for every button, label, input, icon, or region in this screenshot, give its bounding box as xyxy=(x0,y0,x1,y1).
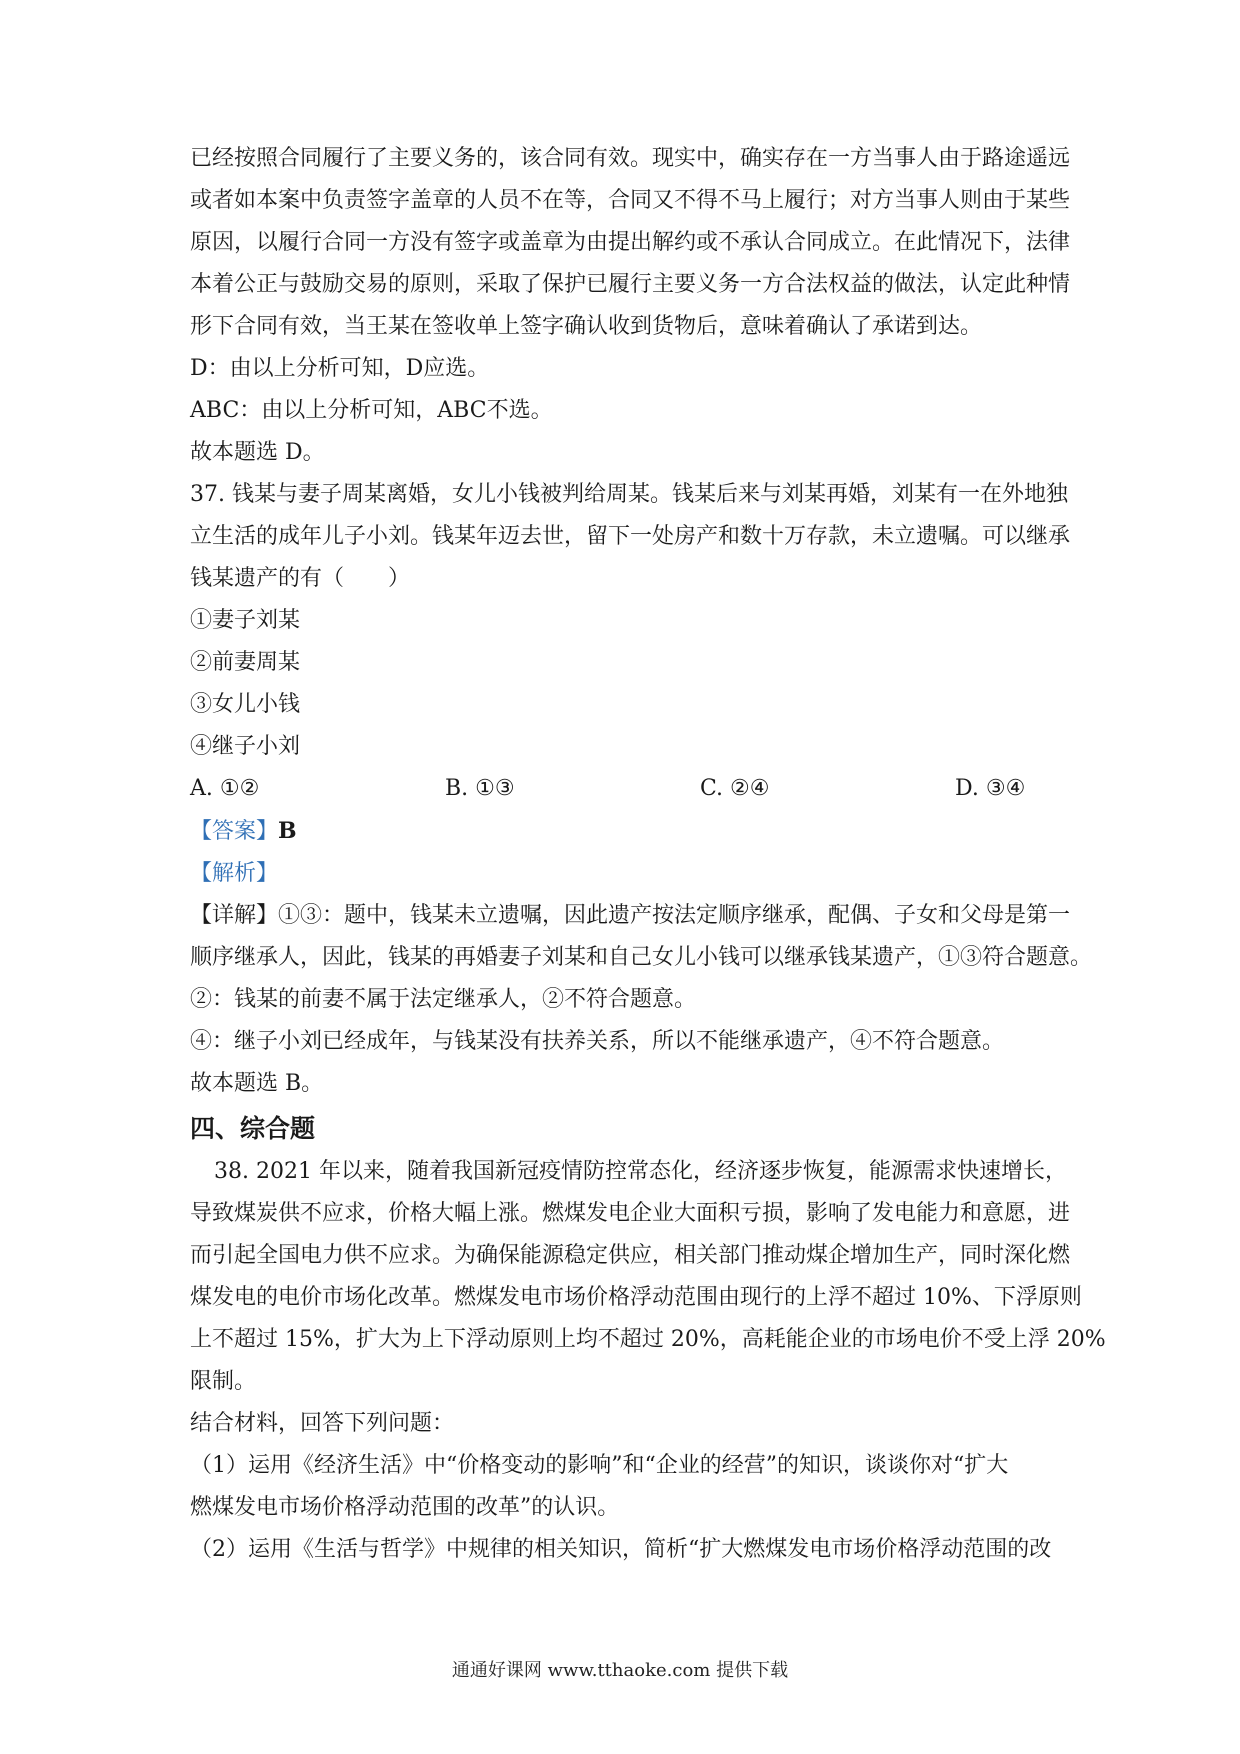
option-c: C. ②④ xyxy=(700,776,770,801)
option-a: A. ①② xyxy=(190,776,260,801)
intro-paragraph xyxy=(190,138,1071,348)
q37-item: ②前妻周某 xyxy=(190,650,301,675)
q38-sub1-line: 燃煤发电市场价格浮动范围的改革”的认识。 xyxy=(190,1495,620,1520)
q38-material-line: 煤发电的电价市场化改革。燃煤发电市场价格浮动范围由现行的上浮不超过 10%、下浮原则 xyxy=(190,1285,1082,1310)
q38-material-line: 而引起全国电力供不应求。为确保能源稳定供应，相关部门推动煤企增加生产，同时深化燃 xyxy=(190,1243,1071,1268)
detail-line: 故本题选 B。 xyxy=(190,1071,324,1096)
intro-line: 形下合同有效，当王某在签收单上签字确认收到货物后，意味着确认了承诺到达。 xyxy=(190,314,983,339)
q37-item: ①妻子刘某 xyxy=(190,608,301,633)
q37-stem-line: 37. 钱某与妻子周某离婚，女儿小钱被判给周某。钱某后来与刘某再婚，刘某有一在外地独 xyxy=(190,482,1068,507)
detail-line: ④：继子小刘已经成年，与钱某没有扶养关系，所以不能继承遗产，④不符合题意。 xyxy=(190,1029,1005,1054)
question-37 xyxy=(190,474,1093,1105)
detail-line: 顺序继承人，因此，钱某的再婚妻子刘某和自己女儿小钱可以继承钱某遗产，①③符合题意。 xyxy=(190,945,1093,970)
q38-sub1-line: （1）运用《经济生活》中“价格变动的影响”和“企业的经营”的知识，谈谈你对“扩大 xyxy=(190,1453,1009,1478)
q37-item: ④继子小刘 xyxy=(190,734,301,759)
q38-sub2-line: （2）运用《生活与哲学》中规律的相关知识，简析“扩大燃煤发电市场价格浮动范围的改 xyxy=(190,1537,1052,1562)
document-page xyxy=(190,138,1106,1571)
detail-line: ②：钱某的前妻不属于法定继承人，②不符合题意。 xyxy=(190,987,697,1012)
q38-instruction: 结合材料，回答下列问题： xyxy=(190,1411,455,1436)
q37-item: ③女儿小钱 xyxy=(190,692,301,717)
analysis-tag: 【解析】 xyxy=(190,861,279,886)
section-title: 四、综合题 xyxy=(190,1114,316,1143)
intro-line: 或者如本案中负责签字盖章的人员不在等，合同又不得不马上履行；对方当事人则由于某些 xyxy=(190,188,1071,213)
prev-option-abc: ABC：由以上分析可知，ABC不选。 xyxy=(190,398,553,423)
prev-answer: 故本题选 D。 xyxy=(190,440,325,465)
answer-value: B xyxy=(278,818,297,844)
q37-answer xyxy=(190,810,1060,853)
q38-material-line: 上不超过 15%，扩大为上下浮动原则上均不超过 20%，高耗能企业的市场电价不受上浮 20% xyxy=(190,1327,1106,1352)
option-d: D. ③④ xyxy=(955,776,1026,801)
q38-material-line: 限制。 xyxy=(190,1369,257,1394)
answer-tag: 【答案】 xyxy=(190,819,279,844)
detail-line: 【详解】①③：题中，钱某未立遗嘱，因此遗产按法定顺序继承，配偶、子女和父母是第一 xyxy=(190,903,1071,928)
option-b: B. ①③ xyxy=(445,776,515,801)
q37-stem-line: 立生活的成年儿子小刘。钱某年迈去世，留下一处房产和数十万存款，未立遗嘱。可以继承 xyxy=(190,524,1071,549)
intro-line: 本着公正与鼓励交易的原则，采取了保护已履行主要义务一方合法权益的做法，认定此种情 xyxy=(190,272,1071,297)
page-footer: 通通好课网 www.tthaoke.com 提供下载 xyxy=(451,1660,789,1681)
q37-stem-line: 钱某遗产的有（ ） xyxy=(190,566,411,591)
q38-material-line: 导致煤炭供不应求，价格大幅上涨。燃煤发电企业大面积亏损，影响了发电能力和意愿，进 xyxy=(190,1201,1071,1226)
q38-material-line: 38. 2021 年以来，随着我国新冠疫情防控常态化，经济逐步恢复，能源需求快速增长， xyxy=(214,1159,1067,1184)
intro-line: 原因，以履行合同一方没有签字或盖章为由提出解约或不承认合同成立。在此情况下，法律 xyxy=(190,230,1071,255)
q37-options xyxy=(190,768,1060,810)
prev-option-d: D：由以上分析可知，D应选。 xyxy=(190,356,490,381)
intro-line: 已经按照合同履行了主要义务的，该合同有效。现实中，确实存在一方当事人由于路途遥远 xyxy=(190,146,1071,171)
question-38 xyxy=(190,1151,1106,1571)
